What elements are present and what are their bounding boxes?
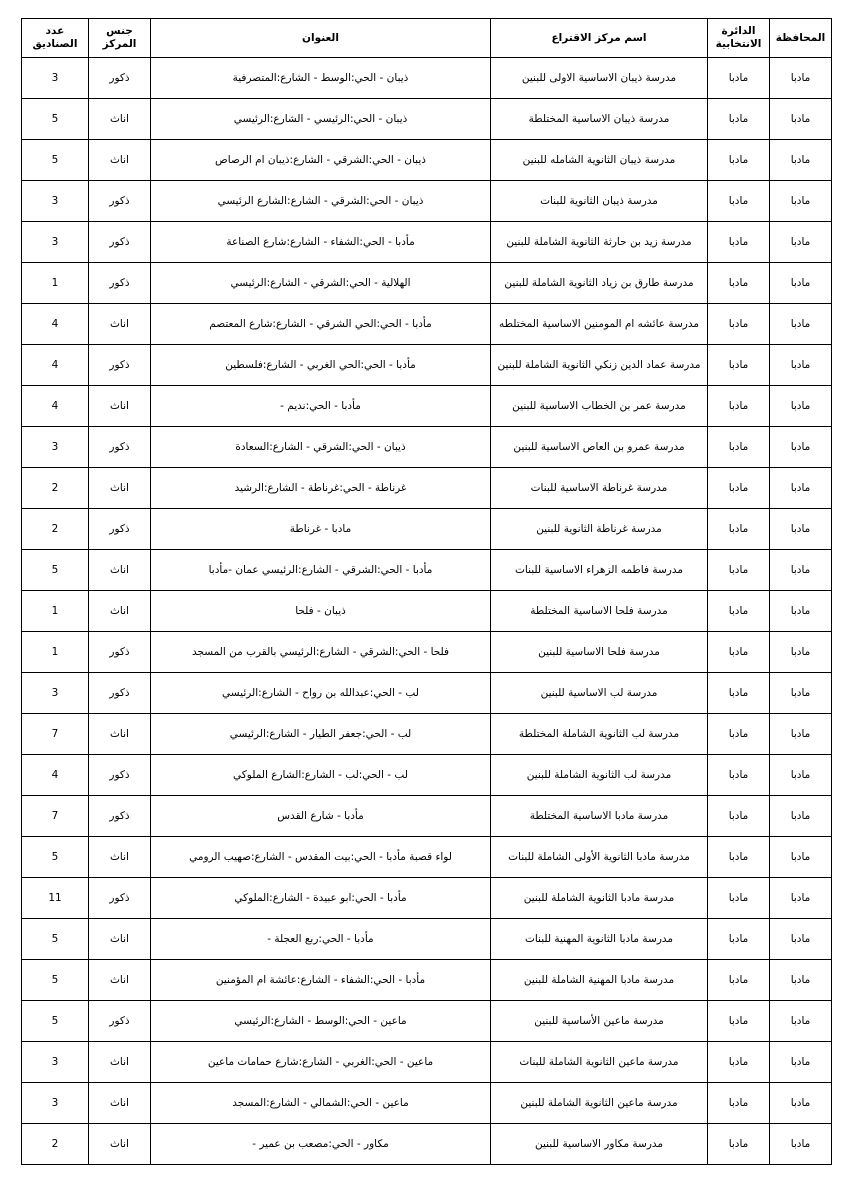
cell-address: مأدبا - الحي:ابو عبيدة - الشارع:الملوكي: [151, 878, 491, 919]
cell-governorate: مادبا: [770, 222, 832, 263]
cell-center-gender: اناث: [89, 140, 151, 181]
cell-district: مادبا: [708, 99, 770, 140]
table-row: [22, 58, 832, 99]
cell-governorate: مادبا: [770, 878, 832, 919]
cell-address: مأدبا - الحي:الحي الغربي - الشارع:فلسطين: [151, 345, 491, 386]
cell-center-name: مدرسة ماعين الثانوية الشاملة للبنين: [491, 1083, 708, 1124]
cell-center-gender: ذكور: [89, 58, 151, 99]
cell-district: مادبا: [708, 181, 770, 222]
cell-district: مادبا: [708, 58, 770, 99]
cell-address: ذيبان - الحي:الوسط - الشارع:المتصرفية: [151, 58, 491, 99]
cell-district: مادبا: [708, 1083, 770, 1124]
cell-box-count: 3: [22, 181, 89, 222]
header-center-name: اسم مركز الاقتراع: [491, 19, 708, 58]
cell-center-gender: اناث: [89, 550, 151, 591]
cell-address: لب - الحي:لب - الشارع:الشارع الملوكي: [151, 755, 491, 796]
cell-center-name: مدرسة ذيبان الثانوية للبنات: [491, 181, 708, 222]
cell-box-count: 5: [22, 140, 89, 181]
cell-center-name: مدرسة طارق بن زياد الثانوية الشاملة للبنين: [491, 263, 708, 304]
header-center-gender: جنس المركز: [89, 19, 151, 58]
cell-governorate: مادبا: [770, 960, 832, 1001]
table-row: [22, 837, 832, 878]
cell-address: ذيبان - الحي:الرئيسي - الشارع:الرئيسي: [151, 99, 491, 140]
cell-center-gender: ذكور: [89, 878, 151, 919]
cell-center-gender: اناث: [89, 304, 151, 345]
cell-address: ذيبان - فلحا: [151, 591, 491, 632]
cell-center-name: مدرسة عمر بن الخطاب الاساسية للبنين: [491, 386, 708, 427]
cell-box-count: 5: [22, 550, 89, 591]
cell-district: مادبا: [708, 796, 770, 837]
table-row: [22, 222, 832, 263]
cell-governorate: مادبا: [770, 427, 832, 468]
cell-governorate: مادبا: [770, 468, 832, 509]
cell-center-gender: ذكور: [89, 755, 151, 796]
cell-address: لب - الحي:جعفر الطيار - الشارع:الرئيسي: [151, 714, 491, 755]
table-row: [22, 796, 832, 837]
cell-governorate: مادبا: [770, 591, 832, 632]
table-row: [22, 304, 832, 345]
cell-address: مأدبا - الحي:الشفاء - الشارع:شارع الصناعة: [151, 222, 491, 263]
cell-box-count: 11: [22, 878, 89, 919]
cell-governorate: مادبا: [770, 550, 832, 591]
table-row: [22, 591, 832, 632]
table-row: [22, 878, 832, 919]
cell-district: مادبا: [708, 263, 770, 304]
cell-district: مادبا: [708, 837, 770, 878]
cell-governorate: مادبا: [770, 1001, 832, 1042]
cell-district: مادبا: [708, 960, 770, 1001]
cell-box-count: 5: [22, 99, 89, 140]
cell-district: مادبا: [708, 714, 770, 755]
cell-address: ماعين - الحي:الغربي - الشارع:شارع حمامات ماعين: [151, 1042, 491, 1083]
cell-center-gender: ذكور: [89, 796, 151, 837]
cell-address: ماعين - الحي:الشمالي - الشارع:المسجد: [151, 1083, 491, 1124]
table-row: [22, 673, 832, 714]
cell-governorate: مادبا: [770, 837, 832, 878]
table-row: [22, 755, 832, 796]
cell-center-name: مدرسة مادبا الثانوية الشاملة للبنين: [491, 878, 708, 919]
table-row: [22, 263, 832, 304]
cell-address: لواء قصبة مأدبا - الحي:بيت المقدس - الشارع:صهيب الرومي: [151, 837, 491, 878]
cell-box-count: 5: [22, 837, 89, 878]
table-row: [22, 468, 832, 509]
cell-center-name: مدرسة زيد بن حارثة الثانوية الشاملة للبنين: [491, 222, 708, 263]
cell-center-name: مدرسة لب الاساسية للبنين: [491, 673, 708, 714]
table-row: [22, 345, 832, 386]
cell-center-name: مدرسة عمرو بن العاص الاساسية للبنين: [491, 427, 708, 468]
cell-center-gender: اناث: [89, 960, 151, 1001]
cell-governorate: مادبا: [770, 632, 832, 673]
cell-center-gender: ذكور: [89, 181, 151, 222]
cell-governorate: مادبا: [770, 673, 832, 714]
table-row: [22, 509, 832, 550]
cell-box-count: 1: [22, 632, 89, 673]
cell-address: فلحا - الحي:الشرقي - الشارع:الرئيسي بالقرب من المسجد: [151, 632, 491, 673]
table-row: [22, 919, 832, 960]
table-row: [22, 960, 832, 1001]
cell-center-gender: اناث: [89, 837, 151, 878]
cell-district: مادبا: [708, 550, 770, 591]
cell-district: مادبا: [708, 386, 770, 427]
cell-center-name: مدرسة مادبا الثانوية الأولى الشاملة للبنات: [491, 837, 708, 878]
table-row: [22, 427, 832, 468]
cell-box-count: 7: [22, 796, 89, 837]
cell-box-count: 3: [22, 673, 89, 714]
cell-district: مادبا: [708, 468, 770, 509]
cell-governorate: مادبا: [770, 1124, 832, 1165]
cell-center-gender: اناث: [89, 386, 151, 427]
cell-box-count: 3: [22, 1042, 89, 1083]
header-district: الدائرة الانتخابية: [708, 19, 770, 58]
cell-district: مادبا: [708, 878, 770, 919]
cell-center-name: مدرسة ذيبان الاساسية المختلطة: [491, 99, 708, 140]
cell-address: ماعين - الحي:الوسط - الشارع:الرئيسي: [151, 1001, 491, 1042]
table-row: [22, 99, 832, 140]
cell-center-name: مدرسة غرناطة الاساسية للبنات: [491, 468, 708, 509]
cell-center-gender: اناث: [89, 99, 151, 140]
cell-box-count: 7: [22, 714, 89, 755]
table-row: [22, 386, 832, 427]
cell-center-gender: ذكور: [89, 263, 151, 304]
cell-center-gender: اناث: [89, 714, 151, 755]
cell-district: مادبا: [708, 222, 770, 263]
table-row: [22, 550, 832, 591]
table-row: [22, 632, 832, 673]
cell-governorate: مادبا: [770, 714, 832, 755]
cell-governorate: مادبا: [770, 509, 832, 550]
cell-box-count: 3: [22, 222, 89, 263]
cell-box-count: 3: [22, 427, 89, 468]
cell-box-count: 3: [22, 58, 89, 99]
cell-center-name: مدرسة عائشه ام المومنين الاساسية المختلطه: [491, 304, 708, 345]
cell-center-name: مدرسة ماعين الأساسية للبنين: [491, 1001, 708, 1042]
document-page: [21, 18, 831, 1174]
cell-center-name: مدرسة عماد الدين زنكي الثانوية الشاملة للبنين: [491, 345, 708, 386]
cell-district: مادبا: [708, 919, 770, 960]
cell-district: مادبا: [708, 427, 770, 468]
cell-center-name: مدرسة لب الثانوية الشاملة للبنين: [491, 755, 708, 796]
cell-center-name: مدرسة مكاور الاساسية للبنين: [491, 1124, 708, 1165]
cell-address: غرناطة - الحي:غرناطة - الشارع:الرشيد: [151, 468, 491, 509]
cell-governorate: مادبا: [770, 181, 832, 222]
cell-box-count: 5: [22, 1001, 89, 1042]
cell-center-gender: ذكور: [89, 222, 151, 263]
cell-governorate: مادبا: [770, 99, 832, 140]
cell-center-name: مدرسة ذيبان الاساسية الاولى للبنين: [491, 58, 708, 99]
cell-center-gender: اناث: [89, 591, 151, 632]
cell-center-gender: ذكور: [89, 509, 151, 550]
cell-address: ذيبان - الحي:الشرقي - الشارع:ذيبان ام الرصاص: [151, 140, 491, 181]
cell-box-count: 2: [22, 1124, 89, 1165]
header-address: العنوان: [151, 19, 491, 58]
cell-district: مادبا: [708, 591, 770, 632]
table-row: [22, 1042, 832, 1083]
cell-district: مادبا: [708, 673, 770, 714]
table-row: [22, 714, 832, 755]
cell-center-gender: اناث: [89, 468, 151, 509]
table-header-row: [22, 19, 832, 58]
cell-address: مأدبا - الحي:الحي الشرقي - الشارع:شارع المعتصم: [151, 304, 491, 345]
cell-center-gender: اناث: [89, 1124, 151, 1165]
cell-governorate: مادبا: [770, 263, 832, 304]
cell-district: مادبا: [708, 755, 770, 796]
table-row: [22, 1083, 832, 1124]
cell-center-name: مدرسة غرناطة الثانوية للبنين: [491, 509, 708, 550]
cell-center-name: مدرسة مادبا الاساسية المختلطة: [491, 796, 708, 837]
cell-box-count: 4: [22, 345, 89, 386]
cell-district: مادبا: [708, 1042, 770, 1083]
cell-center-gender: اناث: [89, 1042, 151, 1083]
cell-box-count: 2: [22, 509, 89, 550]
table-row: [22, 140, 832, 181]
cell-center-gender: اناث: [89, 1083, 151, 1124]
cell-box-count: 2: [22, 468, 89, 509]
cell-box-count: 3: [22, 1083, 89, 1124]
table-body: [22, 58, 832, 1165]
cell-center-gender: اناث: [89, 919, 151, 960]
cell-center-name: مدرسة مادبا الثانوية المهنية للبنات: [491, 919, 708, 960]
cell-district: مادبا: [708, 1001, 770, 1042]
cell-center-gender: ذكور: [89, 345, 151, 386]
table-row: [22, 181, 832, 222]
cell-district: مادبا: [708, 1124, 770, 1165]
cell-center-name: مدرسة فاطمه الزهراء الاساسية للبنات: [491, 550, 708, 591]
cell-district: مادبا: [708, 509, 770, 550]
table-row: [22, 1124, 832, 1165]
cell-address: مأدبا - شارع القدس: [151, 796, 491, 837]
cell-address: مأدبا - الحي:نديم -: [151, 386, 491, 427]
header-box-count: عدد الصناديق: [22, 19, 89, 58]
cell-governorate: مادبا: [770, 1042, 832, 1083]
cell-district: مادبا: [708, 304, 770, 345]
polling-centers-table: [21, 18, 832, 1165]
cell-center-name: مدرسة فلحا الاساسية المختلطة: [491, 591, 708, 632]
cell-box-count: 4: [22, 755, 89, 796]
cell-center-gender: ذكور: [89, 1001, 151, 1042]
cell-box-count: 4: [22, 386, 89, 427]
cell-governorate: مادبا: [770, 796, 832, 837]
cell-center-name: مدرسة مادبا المهنية الشاملة للبنين: [491, 960, 708, 1001]
cell-address: ذيبان - الحي:الشرقي - الشارع:السعادة: [151, 427, 491, 468]
cell-center-gender: ذكور: [89, 632, 151, 673]
cell-governorate: مادبا: [770, 345, 832, 386]
cell-box-count: 5: [22, 919, 89, 960]
cell-center-name: مدرسة فلحا الاساسية للبنين: [491, 632, 708, 673]
cell-governorate: مادبا: [770, 1083, 832, 1124]
cell-box-count: 1: [22, 591, 89, 632]
cell-governorate: مادبا: [770, 140, 832, 181]
cell-address: ذيبان - الحي:الشرقي - الشارع:الشارع الرئيسي: [151, 181, 491, 222]
cell-governorate: مادبا: [770, 755, 832, 796]
cell-box-count: 4: [22, 304, 89, 345]
cell-center-name: مدرسة لب الثانوية الشاملة المختلطة: [491, 714, 708, 755]
header-governorate: المحافظة: [770, 19, 832, 58]
cell-center-gender: ذكور: [89, 427, 151, 468]
cell-governorate: مادبا: [770, 386, 832, 427]
cell-address: الهلالية - الحي:الشرقي - الشارع:الرئيسي: [151, 263, 491, 304]
cell-center-name: مدرسة ماعين الثانوية الشاملة للبنات: [491, 1042, 708, 1083]
cell-center-name: مدرسة ذيبان الثانوية الشامله للبنين: [491, 140, 708, 181]
cell-address: مأدبا - الحي:الشرقي - الشارع:الرئيسي عمان -مأدبا: [151, 550, 491, 591]
cell-box-count: 5: [22, 960, 89, 1001]
cell-address: مأدبا - الحي:ربع العجلة -: [151, 919, 491, 960]
cell-address: لب - الحي:عبدالله بن رواح - الشارع:الرئيسي: [151, 673, 491, 714]
cell-district: مادبا: [708, 345, 770, 386]
cell-governorate: مادبا: [770, 304, 832, 345]
cell-center-gender: ذكور: [89, 673, 151, 714]
cell-district: مادبا: [708, 140, 770, 181]
table-row: [22, 1001, 832, 1042]
cell-address: مأدبا - الحي:الشفاء - الشارع:عائشة ام المؤمنين: [151, 960, 491, 1001]
cell-governorate: مادبا: [770, 58, 832, 99]
cell-governorate: مادبا: [770, 919, 832, 960]
cell-address: مكاور - الحي:مصعب بن عمير -: [151, 1124, 491, 1165]
cell-box-count: 1: [22, 263, 89, 304]
cell-address: مادبا - غرناطة: [151, 509, 491, 550]
cell-district: مادبا: [708, 632, 770, 673]
